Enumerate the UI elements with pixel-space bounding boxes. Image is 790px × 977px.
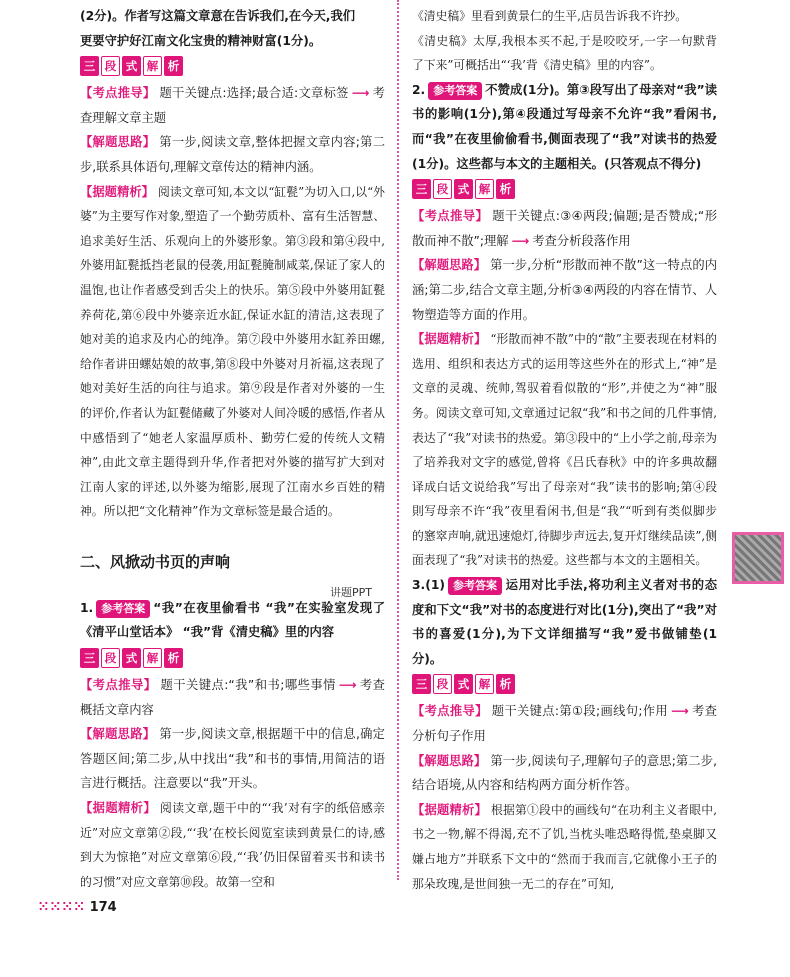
label-char: 段 — [433, 674, 452, 694]
jieti-text: 第一步,阅读文章,根据题干中的信息,确定答题区间;第二步,从中找出“我”和书的事情,用简洁的语言进行概括。注意要以“我”开头。 — [80, 727, 385, 791]
label-char: 段 — [433, 179, 452, 199]
section-title — [80, 538, 385, 586]
three-step-analysis-label — [412, 178, 717, 200]
three-step-analysis-label — [80, 55, 385, 77]
kaodian-tail: 考查概括文章内容 — [80, 678, 385, 717]
dots-icon: ⁙⁙⁙⁙ — [38, 900, 86, 915]
kaodian-paragraph — [80, 81, 385, 130]
q3-jieti — [412, 749, 717, 798]
jieti-paragraph — [80, 130, 385, 179]
label-char: 式 — [454, 179, 473, 199]
page-number: 174 — [89, 900, 117, 915]
q1-jieti — [80, 722, 385, 796]
jugen-text: 阅读文章可知,本文以“缸甏”为切入口,以“外婆”为主要写作对象,塑造了一个勤劳质朴、富有生活智慧、追求美好生活、乐观向上的外婆形象。第③段和第④段中,外婆用缸甏抵挡老鼠的侵袭,用缸甏腌制咸菜,保证了家人的温饱,也让作者感受到舌尖上的快乐。第⑤段中外婆用缸甏养荷花,第⑥段中外婆亲近水缸,保证水缸的清洁,这表现了她对美的追求及内心的纯净。第⑦段中外婆用水缸养田螺,给作者讲田螺姑娘的故事,第⑧段中外婆对月祈福,这表现了她对美好生活的向往与追求。第⑨段是作者对外婆的一生的评价,作者认为缸甏储藏了外婆对人间冷暖的感悟,作者从中感悟到了“她老人家温厚质朴、勤劳仁爱的传统人文精神”,由此文章主题得到升华,作者把对外婆的描写扩大到对江南人家的评述,以外婆为缩影,展现了江南水乡百姓的精神。所以把“文化精神”作为文章标签是最合适的。 — [80, 184, 385, 519]
q2-number: 2. — [412, 82, 426, 97]
label-char: 式 — [122, 56, 141, 76]
page-footer — [38, 900, 117, 915]
label-char: 段 — [101, 56, 120, 76]
label-char: 式 — [122, 648, 141, 668]
answer-badge: 参考答案 — [428, 82, 482, 100]
answer-badge: 参考答案 — [96, 600, 150, 618]
label-char: 三 — [412, 674, 431, 694]
qr-code-label: 讲题PPT — [330, 586, 372, 599]
jieti-text: 第一步,阅读文章,整体把握文章内容;第二步,联系具体语句,理解文章传达的精神内涵。 — [80, 135, 385, 174]
jieti-text: 第一步,分析“形散而神不散”这一特点的内涵;第二步,结合文章主题,分析③④两段的内容在情节、人物塑造等方面的作用。 — [412, 258, 717, 322]
q3-jugen — [412, 798, 717, 896]
answer-badge: 参考答案 — [448, 577, 502, 595]
label-char: 析 — [496, 179, 515, 199]
jugen-label: 【据题精析】 — [80, 184, 155, 199]
arrow-icon: ⟶ — [671, 704, 689, 719]
jugen-label: 【据题精析】 — [80, 801, 157, 816]
label-char: 解 — [475, 674, 494, 694]
q2-jugen — [412, 327, 717, 573]
arrow-icon: ⟶ — [511, 233, 530, 248]
q3-kaodian — [412, 699, 717, 748]
q3-number: 3. — [412, 578, 426, 593]
jugen-text: “形散而神不散”中的“散”主要表现在材料的选用、组织和表达方式的运用等这些外在的形式上,“神”是文章的灵魂、统帅,驾驭着看似散的“形”,并使之为“神”服务。阅读文章可知,文章通过记叙“我”和书之间的几件事情,表达了“我”对读书的热爱。第③段中的“上小学之前,母亲为了培养我对文字的感觉,曾将《吕氏春秋》中的许多典故翻译成白话文说给我”写出了母亲对“我”读书的影响;第④段則写母亲不许“我”夜里看闲书,但是“我”“听到有类似脚步的窸窣声响,就迅速熄灯,待脚步声远去,复开灯继续品读”,侧面表现了“我”对读书的热爱。这些都与本文的主题相关。 — [412, 332, 717, 568]
label-char: 段 — [101, 648, 120, 668]
q1-answer — [80, 596, 385, 645]
label-char: 解 — [143, 648, 162, 668]
q1-kaodian — [80, 673, 385, 722]
kaodian-text: 题干关键点:选择;最合适:文章标签 — [159, 86, 349, 101]
right-column — [412, 0, 717, 896]
kaodian-label: 【考点推导】 — [80, 678, 157, 693]
qr-code-icon[interactable] — [732, 532, 784, 584]
q2-jieti — [412, 253, 717, 327]
q2-kaodian — [412, 204, 717, 253]
label-char: 解 — [475, 179, 494, 199]
answer-tail-line: 更要守护好江南文化宝贵的精神财富(1分)。 — [80, 33, 322, 48]
kaodian-text: 题干关键点:③④两段;偏题;是否赞成;“形散而神不散”;理解 — [412, 209, 717, 248]
jugen-text: 阅读文章,题干中的“‘我’对有字的纸倍感亲近”对应文章第②段,“‘我’在校长阅览室读到黄景仁的诗,感到大为惊艳”对应文章第⑥段,“‘我’仍旧保留着买书和读书的习惯”对应文章第⑩段。故第一空和 — [80, 801, 385, 889]
label-char: 解 — [143, 56, 162, 76]
kaodian-text: 题干关键点:第①段;画线句;作用 — [491, 704, 669, 719]
q2-answer-text: 不赞成(1分)。第③段写出了母亲对“我”读书的影响(1分),第④段通过写母亲不允许“我”看闲书,而“我”在夜里偷偷看书,侧面表现了“我”对读书的热爱(1分)。这些都与本文的主题相关。(只答观点不得分) — [412, 82, 717, 171]
answer-tail-line: (2分)。作者写这篇文章意在告诉我们,在今天,我们 — [80, 9, 356, 23]
jieti-label: 【解题思路】 — [80, 135, 156, 150]
kaodian-label: 【考点推导】 — [412, 704, 488, 719]
q3-answer-text: 运用对比手法,将功利主义者对书的态度和下文“我”对书的态度进行对比(1分),突出了“我”对书的喜爱(1分),为下文详细描写“我”爱书做铺垫(1分)。 — [412, 578, 717, 666]
kaodian-tail: 考查理解文章主题 — [80, 86, 385, 125]
label-char: 三 — [80, 648, 99, 668]
jieti-text: 第一步,阅读句子,理解句子的意思;第二步,结合语境,从内容和结构两方面分析作答。 — [412, 753, 717, 793]
three-step-analysis-label — [80, 647, 385, 669]
label-char: 析 — [164, 56, 183, 76]
q1-answer-text: “我”在夜里偷看书 “我”在实验室发现了《清平山堂话本》 “我”背《清史稿》里的内容 — [80, 600, 385, 640]
kaodian-label: 【考点推导】 — [412, 209, 489, 224]
arrow-icon: ⟶ — [338, 678, 357, 693]
q1-number: 1. — [80, 600, 94, 615]
q3-prefix: (1) — [425, 578, 446, 593]
label-char: 式 — [454, 674, 473, 694]
jugen-paragraph — [80, 180, 385, 524]
kaodian-label: 【考点推导】 — [80, 86, 156, 101]
continued-line: 《清史稿》里看到黄景仁的生平,店员告诉我不许抄。 — [412, 9, 688, 23]
jieti-label: 【解题思路】 — [412, 753, 487, 768]
jieti-label: 【解题思路】 — [80, 727, 156, 742]
continued-line: 《清史稿》太厚,我根本买不起,于是咬咬牙,一字一句默背了下来”可概括出“‘我’背《清史稿》里的内容”。 — [412, 33, 717, 73]
label-char: 三 — [80, 56, 99, 76]
q1-jugen — [80, 796, 385, 894]
jieti-label: 【解题思路】 — [412, 258, 487, 273]
label-char: 析 — [164, 648, 183, 668]
arrow-icon: ⟶ — [351, 86, 370, 101]
kaodian-text: 题干关键点:“我”和书;哪些事情 — [160, 678, 336, 693]
left-column — [80, 0, 385, 894]
three-step-analysis-label — [412, 673, 717, 695]
label-char: 析 — [496, 674, 515, 694]
q3-answer — [412, 573, 717, 671]
label-char: 三 — [412, 179, 431, 199]
column-divider — [397, 0, 399, 880]
kaodian-tail: 考查分析句子作用 — [412, 704, 717, 744]
q2-answer — [412, 78, 717, 176]
jugen-text: 根据第①段中的画线句“在功利主义者眼中,书之一物,解不得渴,充不了饥,当枕头唯恐略得慌,垫桌脚又嫌占地方”并联系下文中的“然而于我而言,它就像小王子的那朵玫瑰,是世间独一无二的存在”可知, — [412, 802, 717, 891]
section-title-text: 二、风掀动书页的声响 — [80, 552, 231, 571]
jugen-label: 【据题精析】 — [412, 332, 487, 347]
jugen-label: 【据题精析】 — [412, 802, 487, 817]
kaodian-tail: 考查分析段落作用 — [532, 233, 631, 248]
